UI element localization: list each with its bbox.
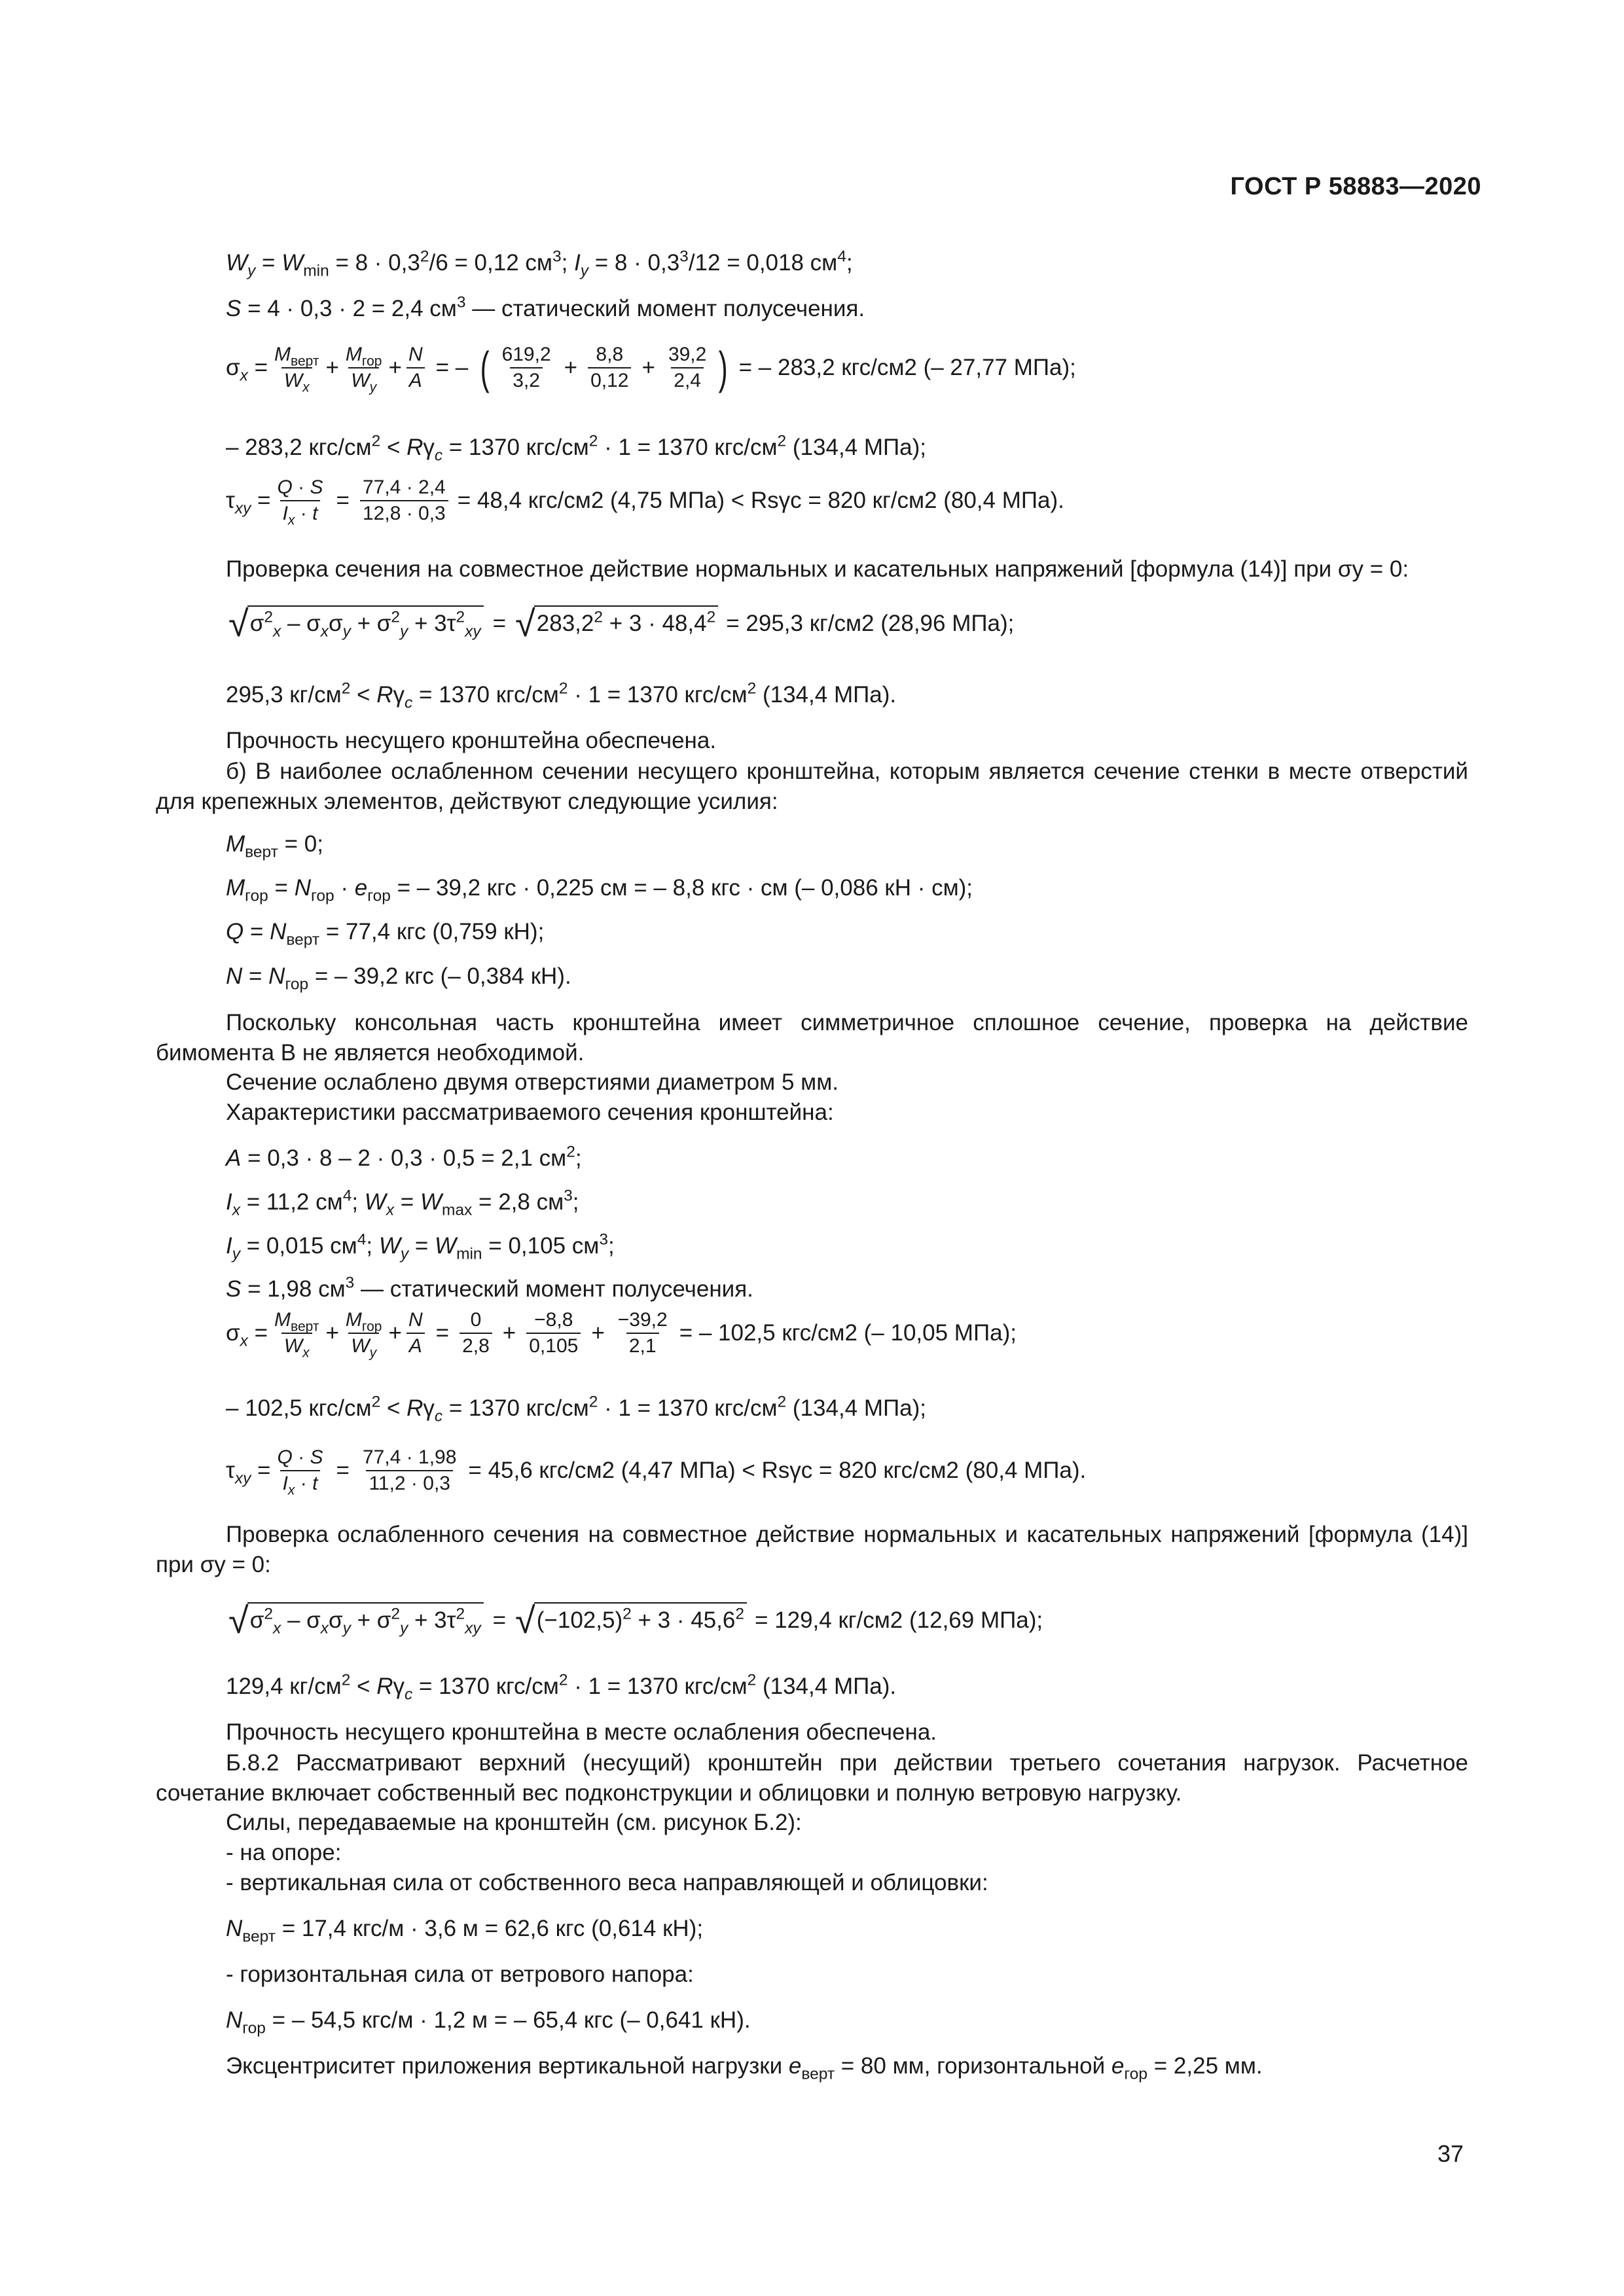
check-sigma-2: – 102,5 кгс/$см^2 < R\gamma_c = 1370$ кгс/$см^2 \cdot 1 = 1370$ кгс/$см^2$ (134,4 МПа); [226, 1393, 927, 1426]
formula-iy: $I_y = 0,015$ $см^4$; $W_y = W_{min} = 0,105$ $см^3$; [226, 1230, 615, 1263]
sigma-x-1-result: = – 283,2 кгс/см2 (– 27,77 МПа); [738, 355, 1076, 380]
eccentricity: Эксцентриситет приложения вертикальной нагрузки $e_{верт} = 80$ мм, горизонтальной $e_{гор} = 2,25$ мм. [226, 2053, 1263, 2083]
page-number: 37 [1437, 2140, 1464, 2167]
sqrt-2-result: = 129,4 кг/см2 (12,69 МПа); [754, 1607, 1043, 1633]
on-support: - на опоре: [226, 1840, 342, 1865]
m-gor: $M_{гор} = N_{гор} \cdot e_{гор}$ = – 39,2 кгс · 0,225 см = – 8,8 кгс · см (– 0,086 кН · см); [226, 875, 973, 905]
sigma-x-2-result: = – 102,5 кгс/см2 (– 10,05 МПа); [679, 1320, 1017, 1346]
q-force: $Q = N_{верт} = 77,4$ кгс (0,759 кН); [226, 919, 545, 949]
n-force: $N = N_{гор}$ = – 39,2 кгс (– 0,384 кН). [226, 963, 571, 994]
paragraph-b: б) В наиболее ослабленном сечении несущего кронштейна, которым является сечение стенки в месте отверстий для крепежных элементов, действуют следующие усилия: [156, 759, 1468, 814]
section-characteristics: Характеристики рассматриваемого сечения кронштейна: [226, 1100, 834, 1125]
paragraph-check-1: Проверка сечения на совместное действие нормальных и касательных напряжений [формула (14)] при σy = 0: [226, 556, 1409, 582]
horizontal-force-desc: - горизонтальная сила от ветрового напора: [226, 1962, 694, 1987]
formula-a: A = 0,3 · 8 – 2 · 0,3 · 0,5 = 2,1 $см^2$; [226, 1143, 582, 1171]
tau-1-result: = 48,4 кгс/см2 (4,75 МПа) < Rsγc = 820 кг/см2 (80,4 МПа). [457, 488, 1064, 513]
tau-2-result: = 45,6 кгс/см2 (4,47 МПа) < Rsγc = 820 кгс/см2 (80,4 МПа). [468, 1458, 1087, 1483]
paragraph-check-2: Проверка ослабленного сечения на совместное действие нормальных и касательных напряжений [формула (14)] при σy = 0: [156, 1522, 1468, 1577]
standard-header: ГОСТ Р 58883—2020 [1230, 173, 1481, 200]
check-sigma-1: – 283,2 кгс/$см^2 < R\gamma_c = 1370$ кгс/$см^2 \cdot 1 = 1370$ кгс/$см^2$ (134,4 МПа); [226, 432, 927, 465]
formula-ix: $I_x = 11,2$ $см^4$; $W_x = W_{max} = 2,8$ $см^3$; [226, 1187, 579, 1219]
weakened-holes: Сечение ослаблено двумя отверстиями диаметром 5 мм. [226, 1069, 839, 1095]
equation-sqrt-1: √ $\sigma^2_x - \sigma_x\sigma_y + \sigma^2_y + 3\tau^2_{xy}$ = √ $283,2^2 + 3 \cdot 48,4^2$ = 295,3 кг/см2 (28,96 МПа); [228, 603, 1015, 644]
equation-sqrt-2: √ $\sigma^2_x - \sigma_x\sigma_y + \sigma^2_y + 3\tau^2_{xy}$ = √ $(-102,5)^2 + 3 \cdot 45,6^2$ = 129,4 кг/см2 (12,69 МПа); [228, 1600, 1043, 1641]
paragraph-b82: Б.8.2 Рассматривают верхний (несущий) кронштейн при действии третьего сочетания нагрузок. Расчетное сочетание включает собственный вес подконструкции и облицовки и полную ветровую нагрузку. [156, 1750, 1468, 1806]
forces-heading: Силы, передаваемые на кронштейн (см. рисунок Б.2): [226, 1810, 802, 1835]
strength-ok-1: Прочность несущего кронштейна обеспечена. [226, 728, 717, 753]
formula-s: S = 4 · 0,3 · 2 = 2,4 $см^3$ — статический момент полусечения. [226, 293, 865, 321]
paragraph-console: Поскольку консольная часть кронштейна имеет симметричное сплошное сечение, проверка на действие бимомента B не является необходимой. [156, 1010, 1468, 1066]
vertical-force-desc: - вертикальная сила от собственного веса направляющей и облицовки: [226, 1870, 988, 1895]
n-gor: $N_{гор}$ = – 54,5 кгс/м · 1,2 м = – 65,4 кгс (– 0,641 кН). [226, 2007, 751, 2037]
formula-wy-iy: $W_y = W_{min} = 8 \cdot 0,3^2/6 = 0,12$ $см^3$; $I_y = 8 \cdot 0,3^3/12 = 0,018$ $см^4$; [226, 247, 853, 280]
sqrt-1-result: = 295,3 кг/см2 (28,96 МПа); [726, 611, 1015, 636]
strength-ok-2: Прочность несущего кронштейна в месте ослабления обеспечена. [226, 1719, 937, 1745]
equation-tau-xy-1: $\tau_{xy}$ = $\frac{Q \cdot S}{I_x \cdot t}$ = $\frac{77,4 \cdot 2,4}{12,8 \cdot 0,3}$ = 48,4 кгс/см2 (4,75 МПа) < Rsγc = 820 кг/см2 (80,4 МПа). [226, 476, 1064, 528]
check-sqrt-1: 295,3 $кг/см^2 < R\gamma_c = 1370$ кгс/$см^2 \cdot 1 = 1370$ кгс/$см^2$ (134,4 МПа). [226, 679, 897, 712]
formula-s-2: S = 1,98 $см^3$ — статический момент полусечения. [226, 1274, 753, 1302]
n-vert: $N_{верт} = 17,4$ кгс/м · 3,6 м = 62,6 кгс (0,614 кН); [226, 1916, 704, 1946]
check-sqrt-2: 129,4 $кг/см^2 < R\gamma_c = 1370$ кгс/$см^2 \cdot 1 = 1370$ кгс/$см^2$ (134,4 МПа). [226, 1671, 897, 1704]
equation-sigma-x-1: $\sigma_x$ = $\frac{M_{верт}}{W_x}$ + $\frac{M_{гор}}{W_y}$ + $\frac{N}{A}$ = – ( $\frac{619,2}{3,2}$ + $\frac{8,8}{0,12}$ + $\frac{39,2}{2,4}$ ) = – 283,2 кгс/см2 (– 27,77 МПа); [226, 342, 1076, 395]
equation-sigma-x-2: $\sigma_x$ = $\frac{M_{верт}}{W_x}$ + $\frac{M_{гор}}{W_y}$ + $\frac{N}{A}$ = $\frac{0}{2,8}$ + $\frac{-8,8}{0,105}$ + $\frac{-39,2}{2,1}$ = – 102,5 кгс/см2 (– 10,05 МПа); [226, 1309, 1017, 1361]
equation-tau-xy-2: $\tau_{xy}$ = $\frac{Q \cdot S}{I_x \cdot t}$ = $\frac{77,4 \cdot 1,98}{11,2 \cdot 0,3}$ = 45,6 кгс/см2 (4,47 МПа) < Rsγc = 820 кгс/см2 (80,4 МПа). [226, 1446, 1087, 1498]
m-vert: $M_{верт} = 0$; [226, 831, 323, 861]
